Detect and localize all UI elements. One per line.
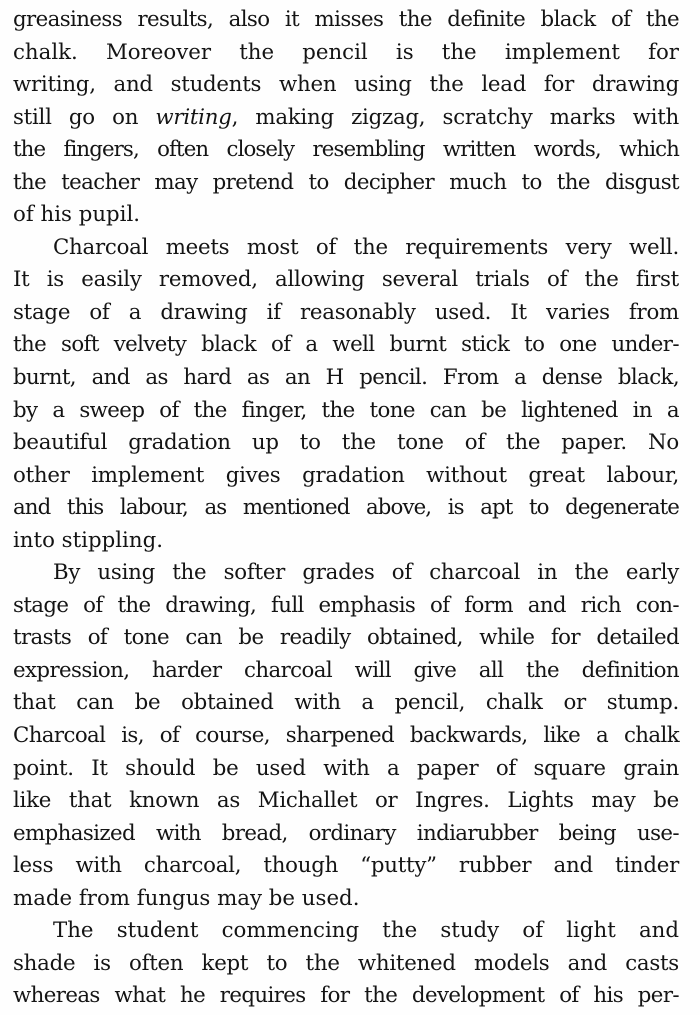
- text-line: burnt, and as hard as an H pencil. From a dense black,: [13, 365, 679, 391]
- text-line: the teacher may pretend to decipher much to the disgust: [13, 169, 679, 195]
- text-line: whereas what he requires for the development of his per-: [13, 983, 679, 1009]
- text-line: and this labour, as mentioned above, is apt to degenerate: [13, 495, 679, 521]
- text-line: The student commencing the study of light and: [53, 918, 679, 944]
- text-line: into stippling.: [13, 527, 163, 553]
- text-line: trasts of tone can be readily obtained, while for detailed: [13, 625, 679, 651]
- text-line: writing, and students when using the lead for drawing: [13, 72, 679, 98]
- text-line: point. It should be used with a paper of square grain: [13, 755, 679, 781]
- text-line: the soft velvety black of a well burnt stick to one under-: [13, 332, 679, 358]
- text-line: stage of the drawing, full emphasis of form and rich con-: [13, 592, 679, 618]
- body-text: [13, 4, 679, 1013]
- text-line: other implement gives gradation without great labour,: [13, 462, 679, 488]
- text-line: greasiness results, also it misses the definite black of the: [13, 7, 679, 32]
- text-line: [13, 102, 679, 135]
- text-line: stage of a drawing if reasonably used. It varies from: [13, 299, 679, 325]
- text-line: Charcoal meets most of the requirements very well.: [53, 234, 679, 260]
- text-line: like that known as Michallet or Ingres. Lights may be: [13, 788, 679, 814]
- text-line: expression, harder charcoal will give all the definition: [13, 657, 679, 683]
- text-line: the fingers, often closely resembling written words, which: [13, 137, 679, 163]
- text-line: less with charcoal, though “putty” rubber and tinder: [13, 853, 679, 879]
- text-line: beautiful gradation up to the tone of the paper. No: [13, 430, 679, 456]
- text-fragment: still go on: [13, 104, 156, 130]
- text-line: by a sweep of the finger, the tone can be lightened in a: [13, 397, 679, 423]
- italic-emphasis: writing: [155, 104, 232, 130]
- text-fragment: , making zigzag, scratchy marks with: [231, 104, 679, 130]
- text-line: By using the softer grades of charcoal in the early: [53, 560, 679, 586]
- text-line: chalk. Moreover the pencil is the implement for: [13, 39, 679, 65]
- text-line: It is easily removed, allowing several trials of the first: [13, 267, 679, 293]
- text-line: Charcoal is, of course, sharpened backwards, like a chalk: [13, 723, 679, 749]
- text-line: that can be obtained with a pencil, chalk or stump.: [13, 690, 679, 716]
- text-line: shade is often kept to the whitened models and casts: [13, 950, 679, 976]
- text-line: of his pupil.: [13, 202, 141, 228]
- text-line: emphasized with bread, ordinary indiarubber being use-: [13, 820, 679, 846]
- text-line: made from fungus may be used.: [13, 885, 360, 911]
